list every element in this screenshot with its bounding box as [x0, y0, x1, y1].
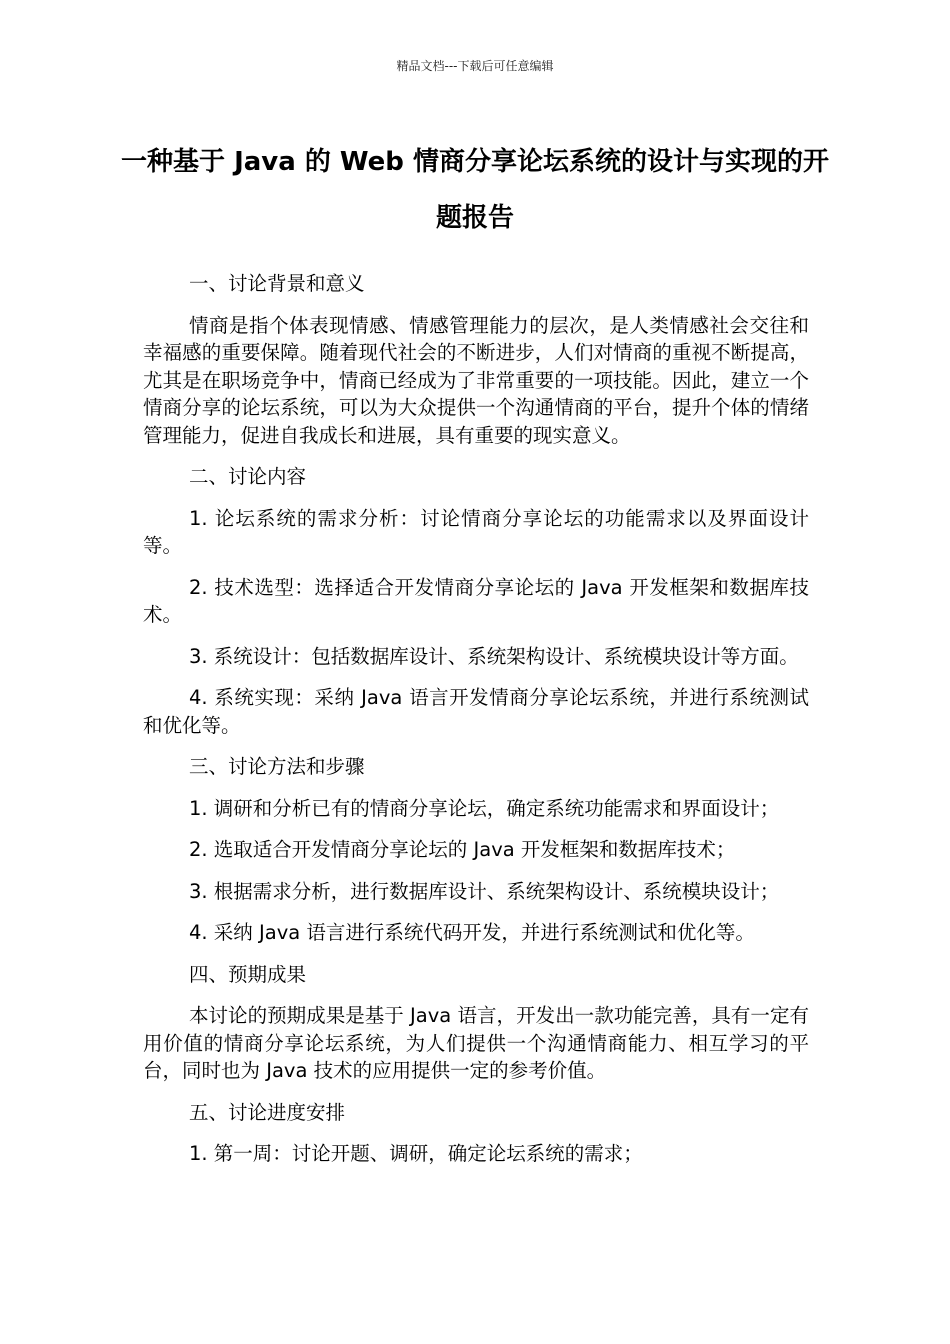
- schedule-item: 1. 第一周：讨论开题、调研，确定论坛系统的需求；: [189, 1142, 643, 1165]
- section-heading-outcomes: 四、预期成果: [189, 962, 307, 986]
- method-step: 3. 根据需求分析，进行数据库设计、系统架构设计、系统模块设计；: [189, 879, 780, 903]
- background-paragraph: 情商是指个体表现情感、情感管理能力的层次，是人类情感社会交往和幸福感的重要保障。随着现代社会的不断进步，人们对情商的重视不断提高，尤其是在职场竞争中，情商已经成为了非常重要的一项技能。因此，建立一个情商分享的论坛系统，可以为大众提供一个沟通情商的平台，提升个体的情绪管理能力，促进自我成长和进展，具有重要的现实意义。: [143, 313, 809, 447]
- document-title: 一种基于 Java 的 Web 情商分享论坛系统的设计与实现的开题报告: [121, 147, 829, 233]
- method-step: 1. 调研和分析已有的情商分享论坛，确定系统功能需求和界面设计；: [189, 796, 780, 820]
- content-item: 1. 论坛系统的需求分析：讨论情商分享论坛的功能需求以及界面设计等。: [143, 506, 809, 557]
- section-heading-background: 一、讨论背景和意义: [189, 272, 365, 295]
- page-header-note: 精品文档---下载后可任意编辑: [396, 59, 554, 73]
- method-step: 2. 选取适合开发情商分享论坛的 Java 开发框架和数据库技术；: [189, 838, 736, 861]
- section-heading-content: 二、讨论内容: [189, 465, 307, 488]
- section-heading-schedule: 五、讨论进度安排: [189, 1100, 346, 1124]
- content-item: 4. 系统实现：采纳 Java 语言开发情商分享论坛系统，并进行系统测试和优化等。: [143, 686, 809, 737]
- outcomes-paragraph: 本讨论的预期成果是基于 Java 语言，开发出一款功能完善，具有一定有用价值的情商分享论坛系统，为人们提供一个沟通情商能力、相互学习的平台，同时也为 Java 技术的应用提供一定的参考价值。: [143, 1004, 809, 1082]
- document-body: [143, 270, 809, 1182]
- method-step: 4. 采纳 Java 语言进行系统代码开发，并进行系统测试和优化等。: [189, 921, 755, 944]
- content-item: 3. 系统设计：包括数据库设计、系统架构设计、系统模块设计等方面。: [189, 644, 799, 668]
- section-heading-methods: 三、讨论方法和步骤: [189, 755, 365, 778]
- content-item: 2. 技术选型：选择适合开发情商分享论坛的 Java 开发框架和数据库技术。: [143, 575, 809, 626]
